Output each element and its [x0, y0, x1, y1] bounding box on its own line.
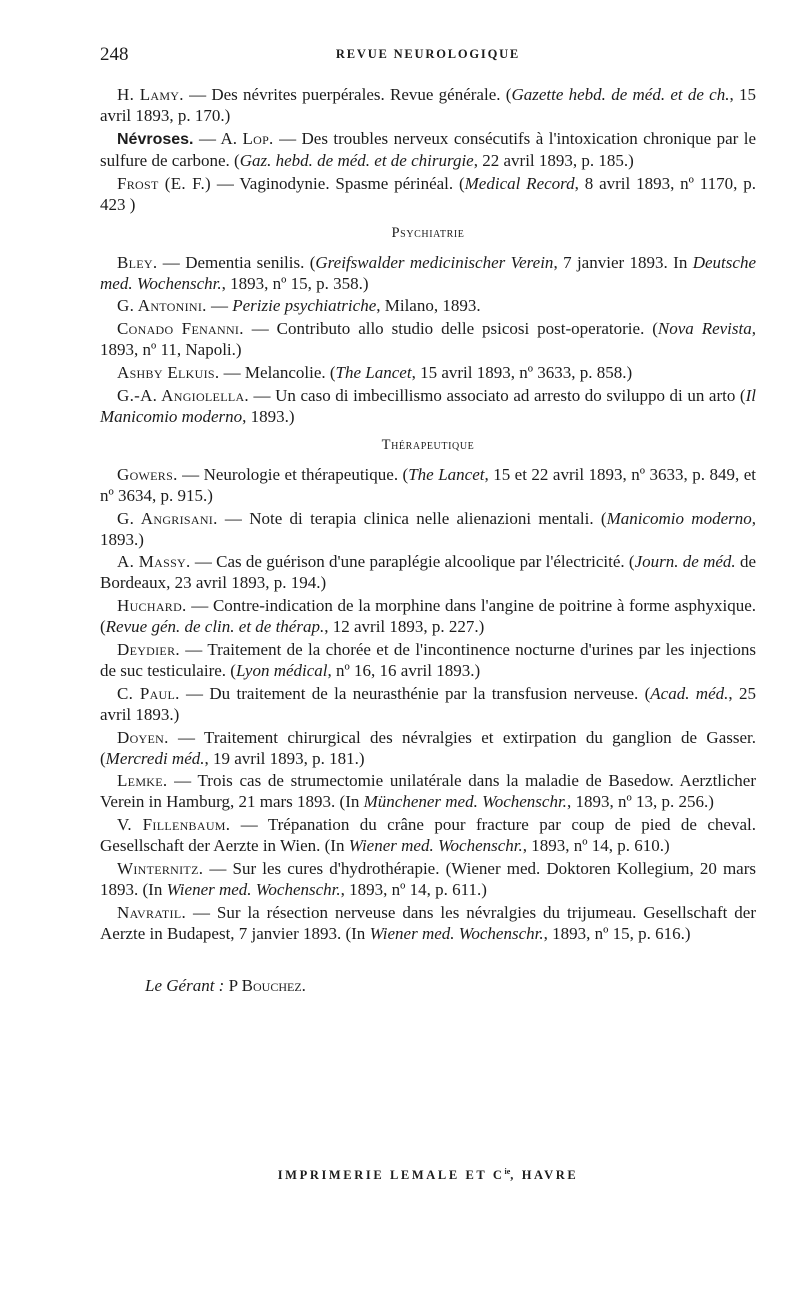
entry-author: C. Paul.: [117, 683, 180, 703]
entry-text: , 1893.): [100, 508, 756, 549]
entry-author: Gowers.: [117, 464, 178, 484]
entry-author: Conado Fenanni.: [117, 319, 244, 339]
entry-source-title: Gaz. hebd. de méd. et de chirurgie: [239, 150, 474, 170]
entry-author: Winternitz.: [117, 858, 204, 878]
entry-text: , 19 avril 1893, p. 181.): [204, 748, 365, 768]
bibliography-entry: [100, 858, 756, 900]
entry-text: —: [206, 296, 233, 316]
bibliography-entry: [100, 508, 756, 550]
entry-text: — Traitement de la chorée et de l'incontinence nocturne d'urines par les injections de suc testiculaire. (: [100, 639, 756, 680]
entry-source-title: Wiener med. Wochenschr.: [348, 836, 523, 856]
entry-source-title: Deutsche med. Wochenschr.: [100, 252, 756, 293]
entry-author: G.-A. Angiolella.: [117, 385, 249, 405]
running-head: [100, 44, 756, 70]
entry-source-title: Mercredi méd.: [105, 748, 205, 768]
bibliography-entry: [100, 318, 756, 360]
entry-author: Huchard.: [117, 596, 187, 616]
section-heading: Thérapeutique: [381, 436, 475, 453]
entry-source-title: Greifswalder medicinischer Verein: [315, 252, 554, 272]
bibliography-entry: [100, 252, 756, 294]
entry-author: Frost (E. F.): [117, 173, 212, 193]
printer-imprint: [100, 1167, 756, 1183]
entry-author: Doyen.: [117, 727, 169, 747]
entry-text: — Sur la résection nerveuse dans les névralgies du trijumeau. Gesellschaft der Aerzte in Budapest, 7 janvier 1893. (In: [100, 902, 756, 943]
entry-text: , 12 avril 1893, p. 227.): [324, 617, 485, 637]
section-heading: Psychiatrie: [391, 224, 465, 241]
entry-source-title: Revue gén. de clin. et de thérap.: [105, 617, 325, 637]
entry-text: , 8 avril 1893, nº 1170, p. 423 ): [100, 173, 756, 214]
entry-text: — A.: [193, 128, 243, 148]
bibliography-entry: [100, 727, 756, 769]
entry-text: — Cas de guérison d'une paraplégie alcoolique par l'électricité. (: [190, 552, 635, 572]
entry-source-title: The Lancet: [408, 464, 485, 484]
bibliography-body: [100, 84, 756, 1013]
entry-source-title: The Lancet: [335, 362, 412, 382]
entry-text: , 7 janvier 1893. In: [553, 252, 693, 272]
entry-text: , 1893, nº 15, p. 616.): [543, 923, 691, 943]
journal-title: REVUE NEUROLOGIQUE: [335, 47, 521, 61]
entry-author: G. Antonini.: [117, 296, 207, 316]
entry-text: — Trois cas de strumectomie unilatérale dans la maladie de Basedow. Aerztlicher Verein in Hamburg, 21 mars 1893. (In: [100, 771, 756, 812]
entry-text: — Trépanation du crâne pour fracture par coup de pied de cheval. Gesellschaft der Aerzte in Wien. (In: [100, 815, 756, 856]
bibliography-entry: [100, 362, 756, 383]
entry-category: Névroses.: [117, 130, 194, 148]
entry-source-title: Lyon médical: [235, 660, 328, 680]
entry-author: Deydier.: [117, 639, 180, 659]
entry-text: — Traitement chirurgical des névralgies et extirpation du ganglion de Gasser. (: [100, 727, 756, 768]
bibliography-entry: [100, 595, 756, 637]
entry-source-title: Nova Revista: [657, 319, 752, 339]
bibliography-entry: [100, 128, 756, 171]
entry-source-title: Il Manicomio moderno: [100, 385, 756, 426]
entry-source-title: Manicomio moderno: [606, 508, 752, 528]
bibliography-entry: [100, 814, 756, 856]
entry-text: , 25 avril 1893.): [100, 683, 756, 724]
entry-source-title: Gazette hebd. de méd. et de ch.: [511, 85, 730, 104]
bibliography-entry: [100, 683, 756, 725]
entry-source-title: Wiener med. Wochenschr.: [369, 923, 544, 943]
entry-source-title: Acad. méd.: [650, 683, 729, 703]
entry-text: — Des troubles nerveux consécutifs à l'intoxication chronique par le sulfure de carbone. (: [100, 128, 757, 170]
manager-signature: [100, 975, 756, 996]
bibliography-entry: [100, 173, 756, 215]
entry-author: Lemke.: [117, 771, 168, 791]
entry-author: V. Fillenbaum.: [117, 815, 231, 835]
entry-text: , 1893.): [242, 406, 295, 426]
entry-text: — Contributo allo studio delle psicosi post-operatorie. (: [243, 319, 658, 339]
entry-text: , 15 et 22 avril 1893, nº 3633, p. 849, et nº 3634, p. 915.): [100, 464, 756, 505]
entry-text: , 1893, nº 13, p. 256.): [566, 792, 714, 812]
entry-text: — Melancolie. (: [219, 362, 336, 382]
entry-author: Ashby Elkuis.: [117, 362, 220, 382]
bibliography-entry: [100, 551, 756, 593]
bibliography-entry: [100, 295, 756, 316]
entry-author: Navratil.: [117, 902, 187, 922]
entry-source-title: Perizie psychiatriche: [232, 296, 377, 316]
entry-text: , 22 avril 1893, p. 185.): [473, 150, 634, 170]
bibliography-entry: [100, 84, 756, 126]
entry-text: — Des névrites puerpérales. Revue générale. (: [183, 85, 512, 104]
entry-author: Bley.: [117, 252, 158, 272]
entry-text: de Bordeaux, 23 avril 1893, p. 194.): [100, 552, 756, 593]
bibliography-entry: [100, 385, 756, 427]
entry-text: — Contre-indication de la morphine dans l'angine de poitrine à forme asphyxique. (: [100, 596, 756, 637]
entry-text: , Milano, 1893.: [376, 296, 481, 316]
entry-text: , 1893, nº 14, p. 610.): [522, 836, 670, 856]
entry-author: G. Angrisani.: [117, 508, 218, 528]
imprint-superscript: ie: [504, 1167, 511, 1176]
entry-text: , 15 avril 1893, p. 170.): [100, 85, 756, 125]
entry-text: , nº 16, 16 avril 1893.): [327, 660, 481, 680]
bibliography-entry: [100, 464, 756, 506]
entry-source-title: Wiener med. Wochenschr.: [166, 879, 341, 899]
entry-text: — Du traitement de la neurasthénie par la transfusion nerveuse. (: [179, 683, 651, 703]
bibliography-entry: [100, 902, 756, 944]
entry-author: A. Massy.: [117, 552, 191, 572]
entry-text: — Sur les cures d'hydrothérapie. (Wiener med. Doktoren Kollegium, 20 mars 1893. (In: [100, 858, 756, 899]
entry-text: — Neurologie et thérapeutique. (: [177, 464, 409, 484]
entry-text: , 15 avril 1893, nº 3633, p. 858.): [411, 362, 633, 382]
bibliography-entry: [100, 639, 756, 681]
entry-text: — Dementia senilis. (: [157, 252, 316, 272]
entry-text: — Un caso di imbecillismo associato ad arresto do sviluppo di un arto (: [248, 385, 746, 405]
entry-source-title: Medical Record: [464, 173, 575, 193]
bibliography-entry: [100, 770, 756, 812]
entry-author: Lop.: [242, 128, 274, 148]
entry-text: , 1893, nº 15, p. 358.): [221, 273, 369, 293]
entry-author: H. Lamy.: [117, 85, 184, 104]
imprint-text-end: , HAVRE: [510, 1168, 579, 1183]
entry-text: , 1893, nº 11, Napoli.): [100, 319, 756, 360]
entry-text: — Note di terapia clinica nelle alienazioni mentali. (: [217, 508, 607, 528]
page-number: 248: [100, 44, 129, 65]
signature-name: P Bouchez.: [228, 975, 306, 995]
entry-text: — Vaginodynie. Spasme périnéal. (: [211, 173, 465, 193]
entry-text: , 1893, nº 14, p. 611.): [340, 879, 487, 899]
entry-source-title: Journ. de méd.: [634, 552, 736, 572]
entry-source-title: Münchener med. Wochenschr.: [363, 792, 567, 812]
signature-label: Le Gérant :: [145, 975, 225, 995]
imprint-text: IMPRIMERIE LEMALE ET C: [277, 1168, 505, 1183]
